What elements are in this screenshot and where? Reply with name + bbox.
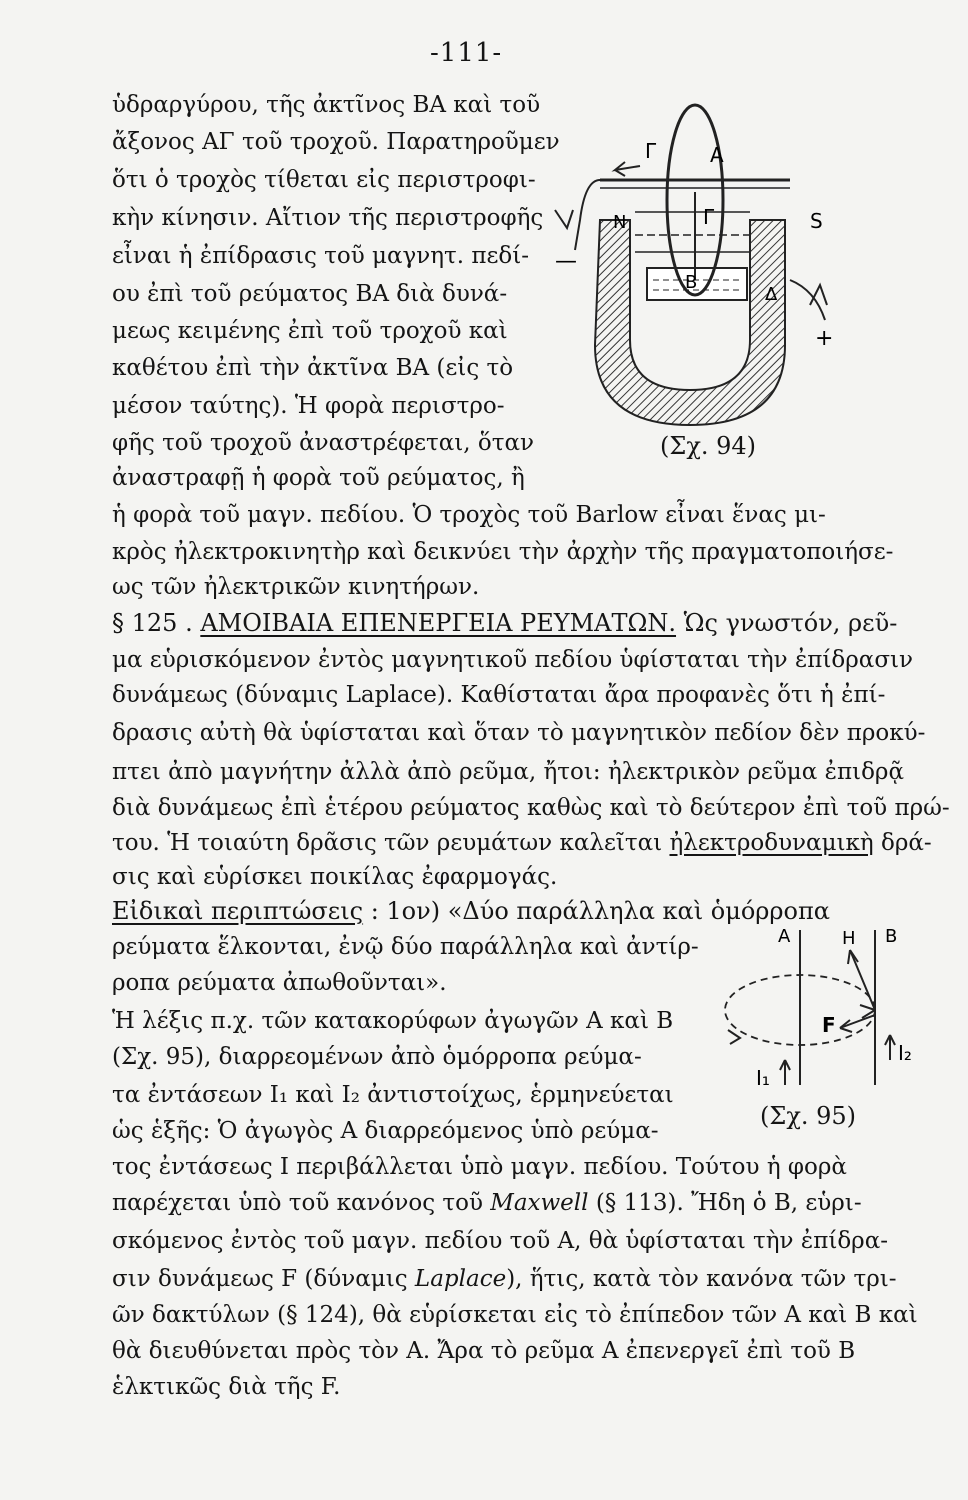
text-line [112,1188,862,1218]
figure-95-parallel-conductors [690,920,920,1110]
text-line: κρὸς ἠλεκτροκινητὴρ καὶ δεικνύει τὴν ἀρχὴν τῆς πραγματοποιήσε- [112,539,894,565]
text-line: (Σχ. 95), διαρρεομένων ἀπὸ ὁμόρροπα ρεύμα- [112,1044,642,1070]
text-line: ου ἐπὶ τοῦ ρεύματος ΒΑ διὰ δυνά- [112,281,508,307]
field-arrow-h [850,950,875,1010]
text-line: Ἡ λέξις π.χ. τῶν κατακορύφων ἀγωγῶν Α καὶ Β [112,1008,674,1034]
label-minus: — [555,249,577,274]
text-line: ὅτι ὁ τροχὸς τίθεται εἰς περιστροφι- [112,167,536,193]
text-line: μεως κειμένης ἐπὶ τοῦ τροχοῦ καὶ [112,318,508,344]
figure-94-barlow-wheel [545,100,845,460]
text-line: ἡ φορὰ τοῦ μαγν. πεδίου. Ὁ τροχὸς τοῦ Barlow εἶναι ἕνας μι- [112,502,826,528]
label-b: B [885,926,898,947]
text-line: ρεύματα ἕλκονται, ἐνῷ δύο παράλληλα καὶ ἀντίρ- [112,934,699,960]
text-line: εἶναι ἡ ἐπίδρασις τοῦ μαγνητ. πεδί- [112,243,530,269]
text-line: τα ἐντάσεων I₁ καὶ I₂ ἀντιστοίχως, ἑρμηνεύεται [112,1082,674,1108]
label-b: B [685,272,698,293]
label-h: H [842,928,856,949]
text-segment: του. Ἡ τοιαύτη δρᾶσις τῶν ρευμάτων καλεῖται [112,830,670,856]
label-plus: + [815,326,834,351]
text-line: ροπα ρεύματα ἀπωθοῦνται». [112,970,447,996]
text-segment: δρά- [873,830,932,856]
text-line: θὰ διευθύνεται πρὸς τὸν Α. Ἄρα τὸ ρεῦμα Α ἐπενεργεῖ ἐπὶ τοῦ Β [112,1338,856,1364]
text-line: κὴν κίνησιν. Αἴτιον τῆς περιστροφῆς [112,205,544,231]
label-a: A [710,143,724,167]
text-line: ῶν δακτύλων (§ 124), θὰ εὑρίσκεται εἰς τὸ ἐπίπεδον τῶν Α καὶ Β καὶ [112,1302,918,1328]
subheading: Εἰδικαὶ περιπτώσεις [112,897,364,925]
text-line: σκόμενος ἐντὸς τοῦ μαγν. πεδίου τοῦ Α, θὰ ὑφίσταται τὴν ἐπίδρα- [112,1228,889,1254]
label-a: A [778,926,791,947]
text-line: τος ἐντάσεως I περιβάλλεται ὑπὸ μαγν. πεδίου. Τούτου ἡ φορὰ [112,1154,847,1180]
label-delta: Δ [765,284,778,305]
section-text: Ὡς γνωστόν, ρεῦ- [676,609,898,637]
wire-left [575,180,600,250]
section-number: § 125 . [112,609,201,637]
text-line: φῆς τοῦ τροχοῦ ἀναστρέφεται, ὅταν [112,430,535,456]
label-i2: I₂ [898,1041,912,1065]
text-line: μα εὑρισκόμενον ἐντὸς μαγνητικοῦ πεδίου ὑφίσταται τὴν ἐπίδρασιν [112,647,914,673]
label-n: N [613,212,627,233]
label-f: F [822,1013,836,1037]
section-heading [112,608,897,638]
text-segment: παρέχεται ὑπὸ τοῦ κανόνος τοῦ [112,1190,491,1216]
text-line [112,828,932,858]
text-segment: ), ἥτις, κατὰ τὸν κανόνα τῶν τρι- [506,1266,897,1292]
label-gamma: Γ [645,139,657,163]
text-line: καθέτου ἐπὶ τὴν ἀκτῖνα ΒΑ (εἰς τὸ [112,355,514,381]
text-line: σις καὶ εὑρίσκει ποικίλας ἐφαρμογάς. [112,864,558,890]
text-line: δυνάμεως (δύναμις Laplace). Καθίσταται ἄρα προφανὲς ὅτι ἡ ἐπί- [112,682,886,708]
text-line: ἄξονος ΑΓ τοῦ τροχοῦ. Παρατηροῦμεν [112,129,560,155]
text-line: μέσον ταύτης). Ἡ φορὰ περιστρο- [112,393,505,419]
text-line: δρασις αὐτὴ θὰ ὑφίσταται καὶ ὅταν τὸ μαγνητικὸν πεδίον δὲν προκύ- [112,720,926,746]
text-segment: : 1ον) «Δύο παράλληλα καὶ ὁμόρροπα [363,897,830,925]
section-title: ΑΜΟΙΒΑΙΑ ΕΠΕΝΕΡΓΕΙΑ ΡΕΥΜΑΤΩΝ. [200,609,677,637]
label-i1: I₁ [756,1066,770,1090]
u-magnet [595,220,785,425]
text-line: πτει ἀπὸ μαγνήτην ἀλλὰ ἀπὸ ρεῦμα, ἤτοι: ἠλεκτρικὸν ρεῦμα ἐπιδρᾷ [112,759,904,785]
underlined-term: ἠλεκτροδυναμικὴ [669,830,874,856]
text-segment: σιν δυνάμεως F (δύναμις [112,1266,415,1292]
label-s: S [810,209,823,233]
figure-94-caption: (Σχ. 94) [660,432,757,460]
text-segment: (§ 113). Ἤδη ὁ Β, εὑρι- [588,1190,862,1216]
text-line: διὰ δυνάμεως ἐπὶ ἑτέρου ρεύματος καθὼς καὶ τὸ δεύτερον ἐπὶ τοῦ πρώ- [112,795,950,821]
label-gamma-center: Γ [703,205,715,229]
text-line: ἑλκτικῶς διὰ τῆς F. [112,1374,341,1400]
text-line: ως τῶν ἠλεκτρικῶν κινητήρων. [112,574,480,600]
text-line: ἀναστραφῇ ἡ φορὰ τοῦ ρεύματος, ἢ [112,465,525,491]
text-line: ὡς ἑξῆς: Ὁ ἀγωγὸς Α διαρρεόμενος ὑπὸ ρεύμα- [112,1118,659,1144]
figure-95-caption: (Σχ. 95) [760,1102,857,1130]
italic-term: Laplace [414,1266,507,1292]
text-line [112,1264,897,1294]
italic-term: Maxwell [490,1190,589,1216]
page-number: -111- [430,38,503,68]
text-line: ὑδραργύρου, τῆς ἀκτῖνος ΒΑ καὶ τοῦ [112,92,541,118]
